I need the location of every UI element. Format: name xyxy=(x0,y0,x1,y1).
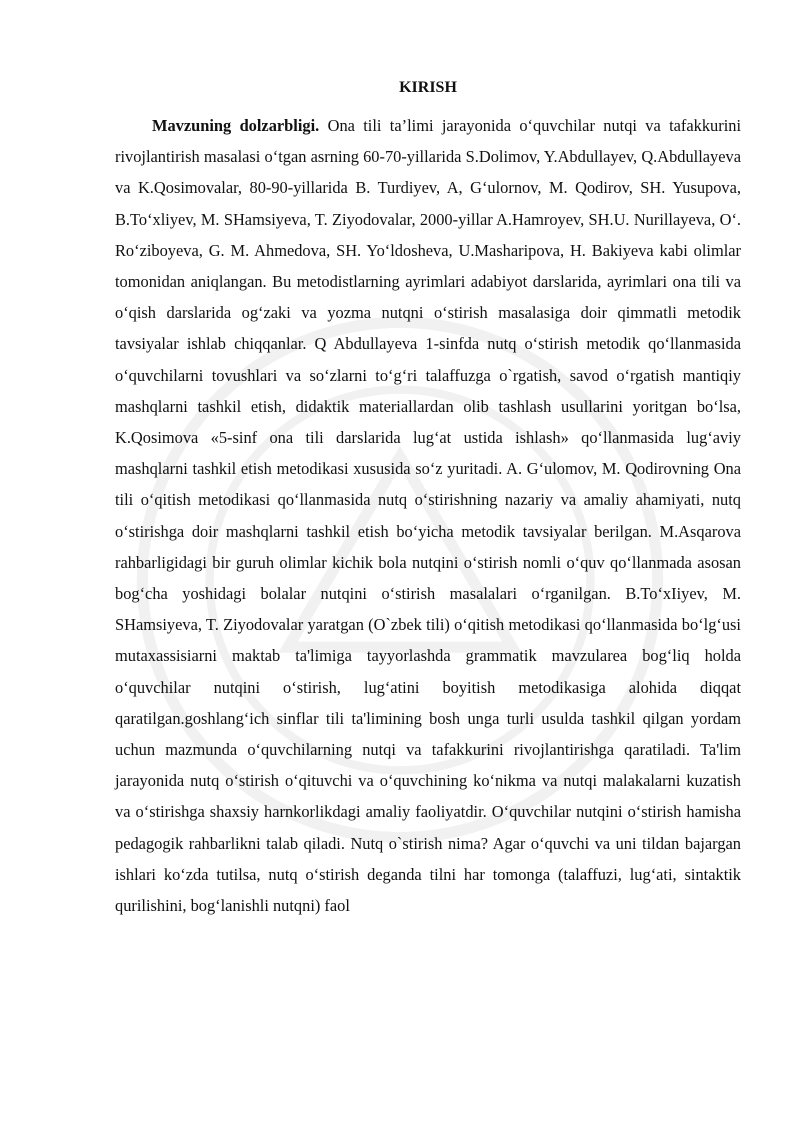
intro-paragraph xyxy=(115,110,741,921)
page-title: KIRISH xyxy=(399,79,457,96)
paragraph-lead: Mavzuning dolzarbligi. xyxy=(152,116,320,135)
document-body xyxy=(115,74,741,921)
paragraph-text: Ona tili ta’limi jarayonida o‘quvchilar nutqi va tafakkurini rivojlantirish masalasi o‘tgan asrning 60-70-yillarida S.Dolimov, Y.Abdullayev, Q.Abdullayeva va K.Qosimovalar, 80-90-yillarida B. Turdiyev, A, G‘ulornov, M. Qodirov, SH. Yusupova, B.To‘xliyev, M. SHamsiyeva, T. Ziyodovalar, 2000-yillar A.Hamroyev, SH.U. Nurillayeva, O‘. Ro‘ziboyeva, G. M. Ahmedova, SH. Yo‘ldosheva, U.Masharipova, H. Bakiyeva kabi olimlar tomonidan aniqlangan. Bu metodistlarning ayrimlari adabiyot darslarida, ayrimlari ona tili va o‘qish darslarida og‘zaki va yozma nutqni o‘stirish masalasiga doir qimmatli metodik tavsiyalar ishlab chiqqanlar. Q Abdullayeva 1-sinfda nutq o‘stirish metodik qo‘llanmasida o‘quvchilarni tovushlari va so‘zlarni to‘g‘ri talaffuzga o`rgatish, savod o‘rgatish mantiqiy mashqlarni tashkil etish, didaktik materiallardan olib tashlash usullarini yoritgan bo‘lsa, K.Qosimova «5-sinf ona tili darslarida lug‘at ustida ishlash» qo‘llanmasida lug‘aviy mashqlarni tashkil etish metodikasi xususida so‘z yuritadi. A. G‘ulomov, M. Qodirovning Ona tili o‘qitish metodikasi qo‘llanmasida nutq o‘stirishning nazariy va amaliy ahamiyati, nutq o‘stirishga doir mashqlarni tashkil etish bo‘yicha metodik tavsiyalar berilgan. M.Asqarova rahbarligidagi bir guruh olimlar kichik bola nutqini o‘stirish nomli o‘quv qo‘llanmada asosan bog‘cha yoshidagi bolalar nutqini o‘stirish masalalari o‘rganilgan. B.To‘xIiyev, M. SHamsiyeva, T. Ziyodovalar yaratgan (O`zbek tili) o‘qitish metodikasi qo‘llanmasida bo‘lg‘usi mutaxassisiarni maktab ta'limiga tayyorlashda grammatik mavzularea bog‘liq holda o‘quvchilar nutqini o‘stirish, lug‘atini boyitish metodikasiga alohida diqqat qaratilgan.goshlang‘ich sinflar tili ta'limining bosh unga turli usulda tashkil qilgan yordam uchun mazmunda o‘quvchilarning nutqi va tafakkurini rivojlantirishga qaratiladi. Ta'lim jarayonida nutq o‘stirish o‘qituvchi va o‘quvchining ko‘nikma va nutqi malakalarni kuzatish va o‘stirishga shaxsiy harnkorlikdagi amaliy faoliyatdir. O‘quvchilar nutqini o‘stirish hamisha pedagogik rahbarlikni talab qiladi. Nutq o`stirish nima? Agar o‘quvchi va uni tildan bajargan ishlari ko‘zda tutilsa, nutq o‘stirish deganda tilni har tomonga (talaffuzi, lug‘ati, sintaktik qurilishini, bog‘lanishli nutqni) faol xyxy=(115,116,741,916)
